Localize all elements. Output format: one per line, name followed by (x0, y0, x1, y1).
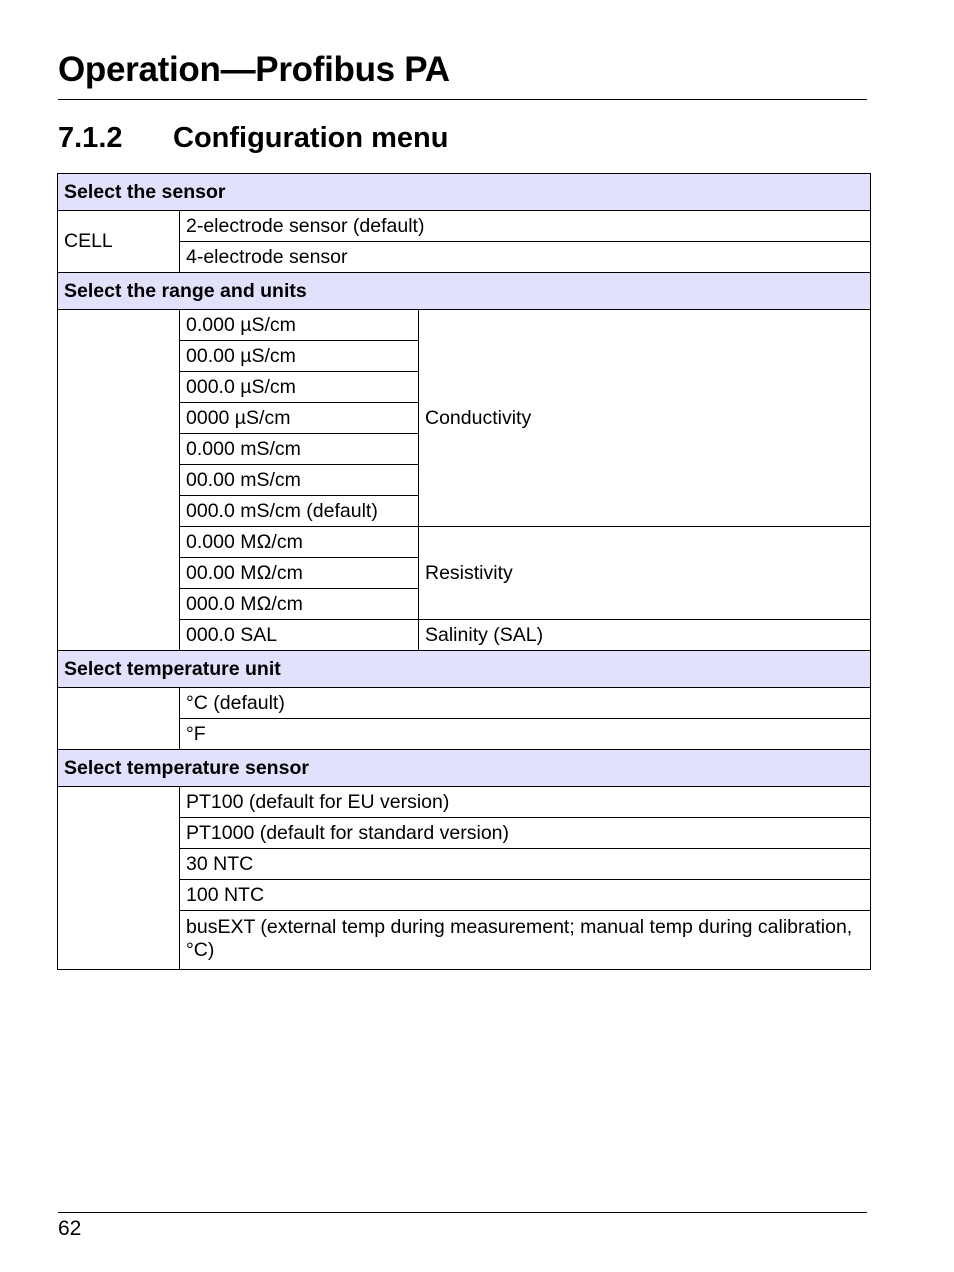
cell-label: CELL (58, 211, 180, 273)
table-row (58, 818, 871, 849)
table-row (58, 911, 871, 970)
range-option: 00.00 MΩ/cm (180, 558, 419, 589)
range-option: 0.000 µS/cm (180, 310, 419, 341)
table-row (58, 620, 871, 651)
sensor-option: 2-electrode sensor (default) (180, 211, 871, 242)
range-blank-cell (58, 310, 180, 651)
temp-sensor-option: 100 NTC (180, 880, 871, 911)
temp-sensor-header: Select temperature sensor (58, 750, 871, 787)
range-option: 000.0 MΩ/cm (180, 589, 419, 620)
table-row (58, 688, 871, 719)
temp-unit-blank-cell (58, 688, 180, 750)
table-header-row (58, 273, 871, 310)
section-number: 7.1.2 (58, 122, 123, 154)
footer-divider (58, 1212, 867, 1213)
table-header-row (58, 750, 871, 787)
range-option: 000.0 SAL (180, 620, 419, 651)
section-title: Configuration menu (173, 122, 449, 154)
range-option: 00.00 µS/cm (180, 341, 419, 372)
temp-unit-header: Select temperature unit (58, 651, 871, 688)
table-row (58, 211, 871, 242)
range-option: 000.0 µS/cm (180, 372, 419, 403)
range-option: 000.0 mS/cm (default) (180, 496, 419, 527)
table-row (58, 527, 871, 558)
table-row (58, 880, 871, 911)
range-option: 00.00 mS/cm (180, 465, 419, 496)
title-divider (58, 99, 867, 100)
table-row (58, 719, 871, 750)
page-number: 62 (58, 1217, 82, 1240)
table-header-row (58, 174, 871, 211)
range-option: 0.000 mS/cm (180, 434, 419, 465)
sensor-header: Select the sensor (58, 174, 871, 211)
sensor-option: 4-electrode sensor (180, 242, 871, 273)
section-heading (58, 118, 448, 158)
temp-sensor-option: PT1000 (default for standard version) (180, 818, 871, 849)
temp-sensor-option: 30 NTC (180, 849, 871, 880)
resistivity-label: Resistivity (419, 527, 871, 620)
range-option: 0.000 MΩ/cm (180, 527, 419, 558)
table-row (58, 242, 871, 273)
temp-sensor-option: busEXT (external temp during measurement; manual temp during calibration, °C) (180, 911, 871, 970)
temp-unit-option: °C (default) (180, 688, 871, 719)
table-row (58, 310, 871, 341)
range-option: 0000 µS/cm (180, 403, 419, 434)
salinity-label: Salinity (SAL) (419, 620, 871, 651)
table-row (58, 849, 871, 880)
configuration-menu-table (57, 173, 871, 970)
temp-sensor-blank-cell (58, 787, 180, 970)
page-title: Operation—Profibus PA (58, 50, 450, 89)
table-header-row (58, 651, 871, 688)
table-row (58, 787, 871, 818)
conductivity-label: Conductivity (419, 310, 871, 527)
temp-sensor-option: PT100 (default for EU version) (180, 787, 871, 818)
range-header: Select the range and units (58, 273, 871, 310)
temp-unit-option: °F (180, 719, 871, 750)
